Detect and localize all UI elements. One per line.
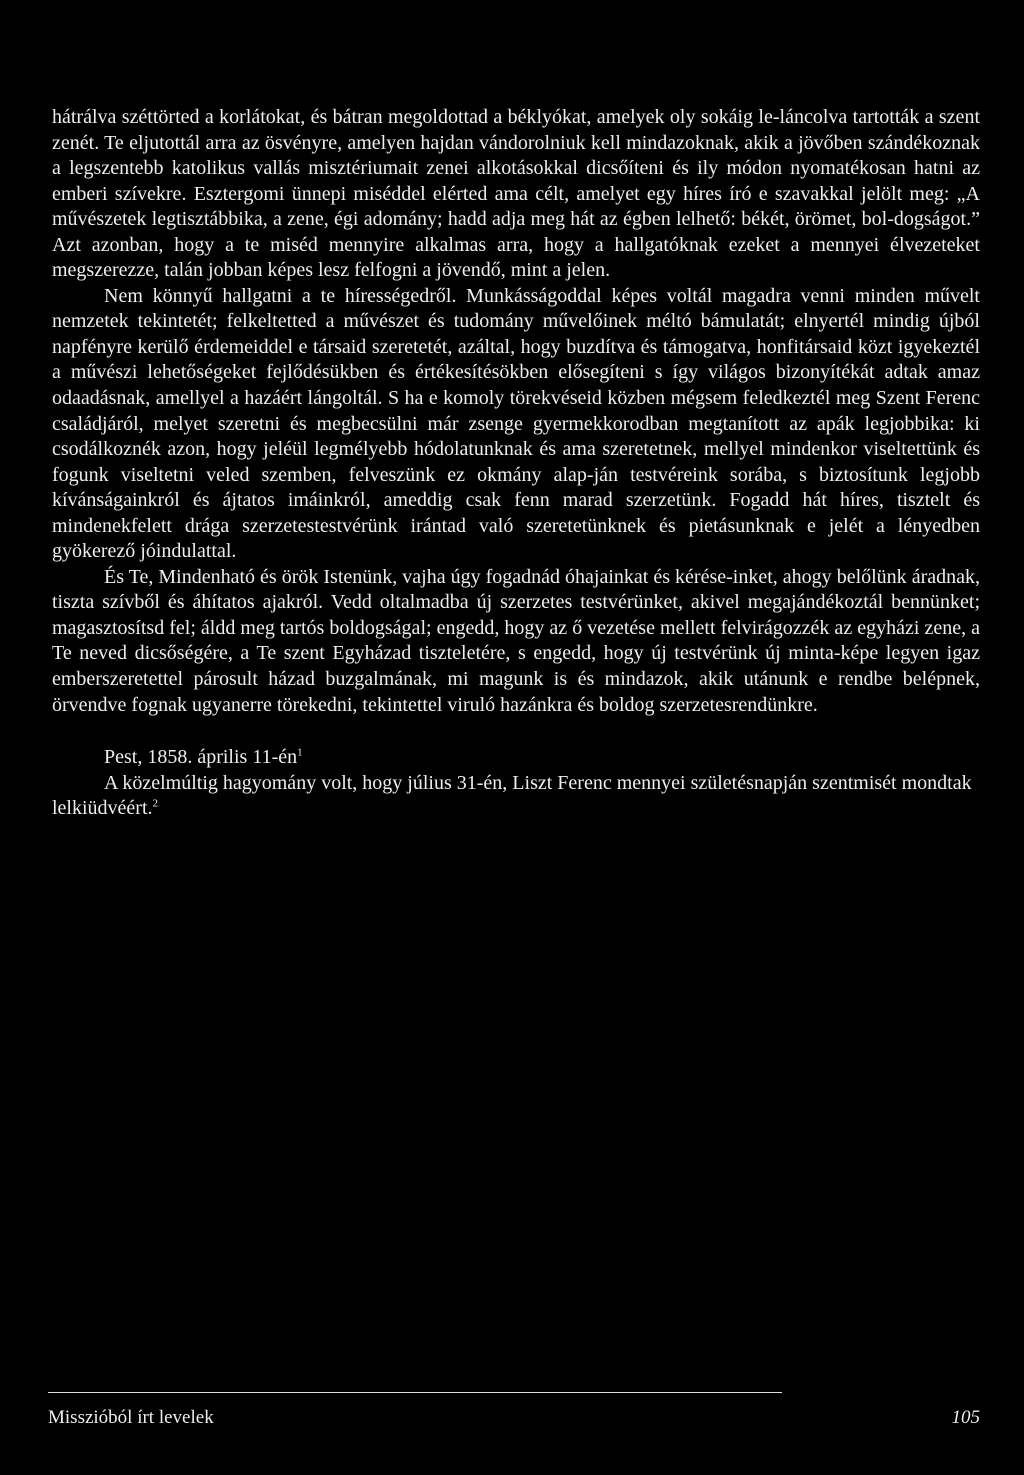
- place-date-line: [52, 745, 980, 771]
- note-text: A közelmúltig hagyomány volt, hogy július 31-én, Liszt Ferenc mennyei születésnapján szentmisét mondtak lelkiüdvéért.: [52, 771, 972, 820]
- note-paragraph: [52, 771, 980, 822]
- paragraph-2: Nem könnyű hallgatni a te hírességedről. Munkásságoddal képes voltál magadra venni minden művelt nemzetek tekintetét; felkeltetted a művészet és tudomány művelőinek méltó bámulatát; elnyertél mindig újból napfényre kerülő érdemeiddel e társaid szeretetét, azáltal, hogy buzdítva és támogatva, honfitársaid közt igyekeztél a művészi lehetőségeket fejlődésükben és értékesítésökben elősegíteni s így világos bizonyítékát adtak amaz odaadásnak, amellyel a hazáért lángoltál. S ha e komoly törekvéseid közben mégsem feledkeztél meg Szent Ferenc családjáról, melyet szeretni és megbecsülni már zsenge gyermekkorodban megtanított az apák legjobbika: ki csodálkoznék azon, hogy jeléül legmélyebb hódolatunknak és ama szeretetnek, mellyel mindenkor viseltettünk és fogunk viseltetni veled szemben, felveszünk ez okmány alap-ján testvéreink sorába, s biztosítunk legjobb kívánságainkról és ájtatos imáinkról, ameddig csak fenn marad szerzetünk. Fogadd hát híres, tisztelt és mindenekfelett drága szerzetestestvérünk irántad való szeretetünknek és pietásunknak e jelét a lényedben gyökerező jóindulattal.: [52, 284, 980, 563]
- paragraph-3: És Te, Mindenható és örök Istenünk, vajha úgy fogadnád óhajainkat és kérése-inket, ahogy belőlünk áradnak, tiszta szívből és áhítatos ajakról. Vedd oltalmadba új szerzetes testvérünket, akivel megajándékoztál bennünket; magasztosítsd fel; áldd meg tartós boldogságal; engedd, hogy az ő vezetése mellett felvirágozzék az egyházi zene, a Te neved dicsőségére, a Te szent Egyházad tiszteletére, s engedd, hogy új testvérünk új minta-képe legyen igaz emberszeretettel párosult házad buzgalmának, mi magunk is és mindazok, akik utánunk e rendbe belépnek, örvendve fognak ugyanerre törekedni, tekintettel viruló hazánkra és boldog szerzetesrendünkre.: [52, 565, 980, 716]
- page-number: 105: [951, 1407, 980, 1428]
- place-date: Pest, 1858. április 11-én: [104, 746, 298, 769]
- dateline-block: [52, 745, 980, 822]
- paragraph-1: hátrálva széttörted a korlátokat, és bátran megoldottad a béklyókat, amelyek oly sokáig le-láncolva tartották a szent zenét. Te eljutottál arra az ösvényre, amelyen hajdan vándorolniuk kell mindazoknak, akik a jövőben szándékoznak a legszentebb katolikus vallás misztériumait zenei alkotásokkal dicsőíteni és ily módon nyomatékosan hatni az emberi szívekre. Esztergomi ünnepi miséddel elérted ama célt, amelyet egy híres író e szavakkal jelölt meg: „A művészetek legtisztábbika, a zene, égi adomány; hadd adja meg hát az égben lelhető: békét, örömet, bol-dogságot.” Azt azonban, hogy a te miséd mennyire alkalmas arra, hogy a hallgatóknak ezeket a mennyei élvezeteket megszerezze, talán jobban képes lesz felfogni a jövendő, mint a jelen.: [52, 106, 980, 282]
- footnote-ref-2: 2: [152, 797, 159, 810]
- footer-rule: [48, 1392, 782, 1393]
- running-title: Misszióból írt levelek: [48, 1407, 214, 1428]
- body-text: [52, 105, 980, 718]
- footnote-ref-1: 1: [297, 746, 303, 759]
- page-content: [52, 105, 980, 1445]
